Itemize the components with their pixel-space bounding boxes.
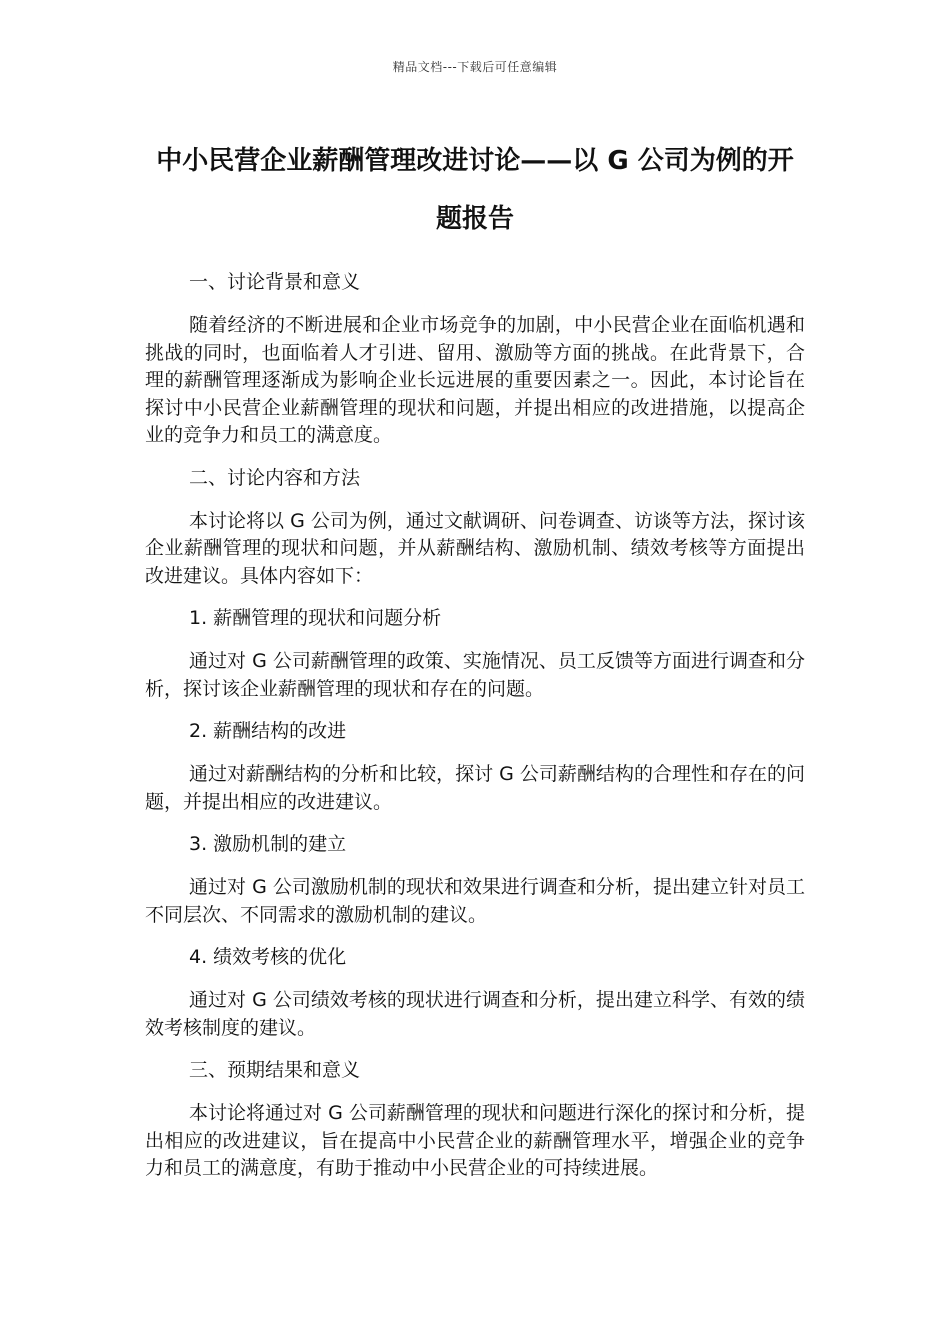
subheading-status-analysis: 1. 薪酬管理的现状和问题分析 [189,607,442,629]
document-body [145,268,805,1197]
section-heading-content-method: 二、讨论内容和方法 [189,466,361,489]
document-title: 中小民营企业薪酬管理改进讨论——以 G 公司为例的开题报告 [156,146,794,234]
header-note: 精品文档---下载后可任意编辑 [392,60,558,74]
paragraph-performance-appraisal: 通过对 G 公司绩效考核的现状进行调查和分析，提出建立科学、有效的绩效考核制度的建议。 [145,989,805,1039]
paragraph-salary-structure: 通过对薪酬结构的分析和比较，探讨 G 公司薪酬结构的合理性和存在的问题，并提出相应的改进建议。 [145,763,805,813]
section-heading-background: 一、讨论背景和意义 [189,271,361,293]
section-heading-expected-results: 三、预期结果和意义 [189,1059,361,1081]
paragraph-status-analysis: 通过对 G 公司薪酬管理的政策、实施情况、员工反馈等方面进行调查和分析，探讨该企业薪酬管理的现状和存在的问题。 [145,650,805,700]
subheading-salary-structure: 2. 薪酬结构的改进 [189,720,347,742]
paragraph-content-method: 本讨论将以 G 公司为例，通过文献调研、问卷调查、访谈等方法，探讨该企业薪酬管理的现状和问题，并从薪酬结构、激励机制、绩效考核等方面提出改进建议。具体内容如下： [145,509,805,587]
subheading-performance-appraisal: 4. 绩效考核的优化 [189,946,347,968]
paragraph-background: 随着经济的不断进展和企业市场竞争的加剧，中小民营企业在面临机遇和挑战的同时，也面临着人才引进、留用、激励等方面的挑战。在此背景下，合理的薪酬管理逐渐成为影响企业长远进展的重要因素之一。因此，本讨论旨在探讨中小民营企业薪酬管理的现状和问题，并提出相应的改进措施，以提高企业的竞争力和员工的满意度。 [145,314,805,446]
subheading-incentive-mechanism: 3. 激励机制的建立 [189,833,347,855]
paragraph-expected-results: 本讨论将通过对 G 公司薪酬管理的现状和问题进行深化的探讨和分析，提出相应的改进建议，旨在提高中小民营企业的薪酬管理水平，增强企业的竞争力和员工的满意度，有助于推动中小民营企业的可持续进展。 [145,1102,805,1179]
paragraph-incentive-mechanism: 通过对 G 公司激励机制的现状和效果进行调查和分析，提出建立针对员工不同层次、不同需求的激励机制的建议。 [145,876,805,926]
